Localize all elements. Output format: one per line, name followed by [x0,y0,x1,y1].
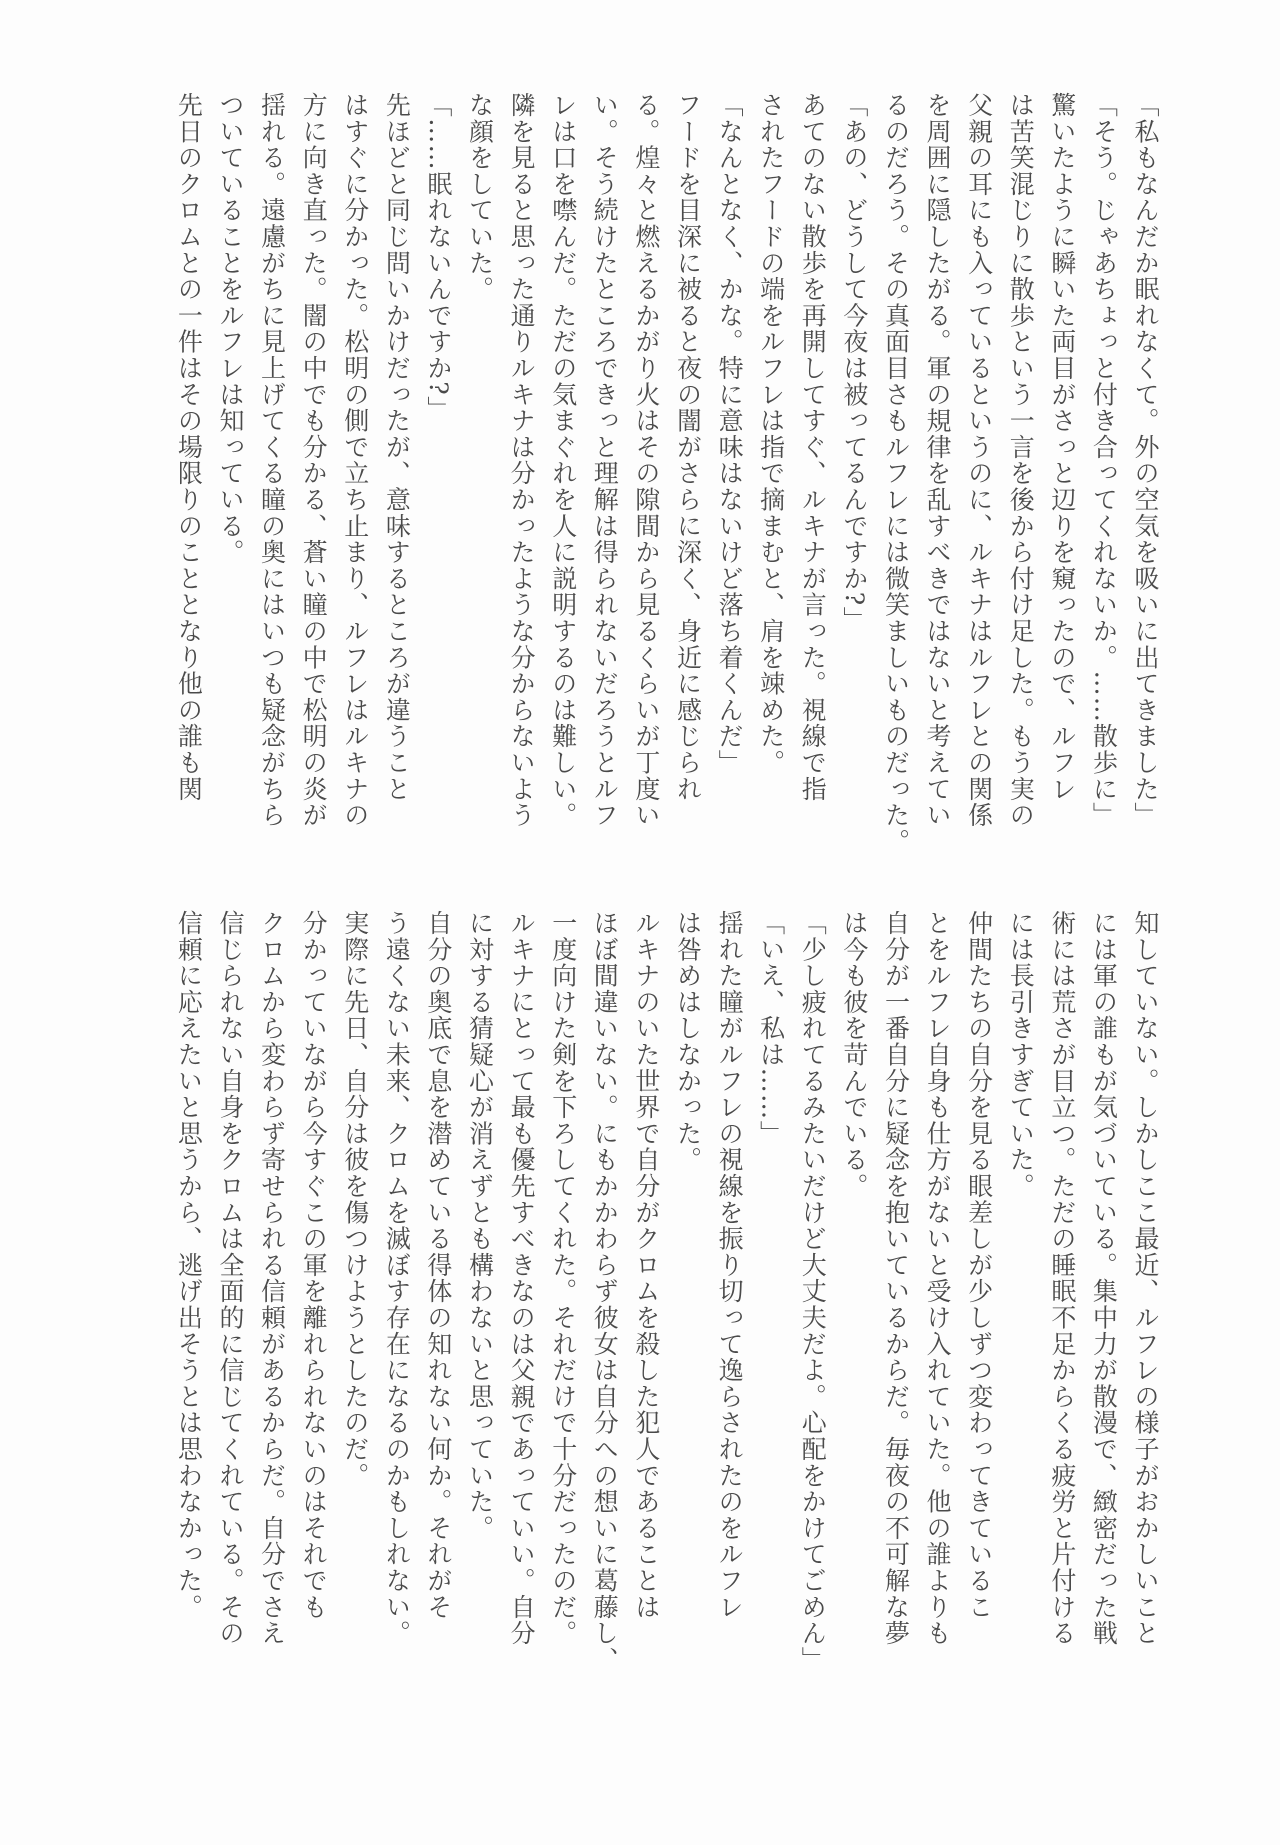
text-line: 自分が一番自分に疑念を抱いているからだ。毎夜の不可解な夢 [881,910,911,1647]
text-line: 信頼に応えたいと思うから、逃げ出そうとは思わなかった。 [174,910,204,1621]
text-line: は今も彼を苛んでいる。 [839,910,869,1200]
text-line: る。煌々と燃えるかがり火はその隙間から見るくらいが丁度い [631,92,661,829]
text-line: 先ほどと同じ問いかけだったが、意味するところが違うこと [382,92,412,803]
text-line: フードを目深に被ると夜の闇がさらに深く、身近に感じられ [673,92,703,803]
text-line: には軍の誰もが気づいている。集中力が散漫で、緻密だった戦 [1089,910,1119,1647]
text-line: 揺れた瞳がルフレの視線を振り切って逸らされたのをルフレ [715,910,745,1621]
text-line: を周囲に隠したがる。軍の規律を乱すべきではないと考えてい [923,92,953,829]
text-line: 自分の奥底で息を潜めている得体の知れない何か。それがそ [423,910,453,1621]
text-line: は苦笑混じりに散歩という一言を後から付け足した。もう実の [1006,92,1036,829]
text-line: 分かっていながら今すぐこの軍を離れられないのはそれでも [299,910,329,1621]
text-line: 「私もなんだか眠れなくて。外の空気を吸いに出てきました」 [1131,92,1160,829]
text-line: 驚いたように瞬いた両目がさっと辺りを窺ったので、ルフレ [1047,92,1077,803]
text-line: 「少し疲れてるみたいだけど大丈夫だよ。心配をかけてごめん」 [798,910,828,1673]
text-line: な顔をしていた。 [465,92,495,303]
text-line: されたフードの端をルフレは指で摘まむと、肩を竦めた。 [756,92,786,776]
text-line: 知していない。しかしここ最近、ルフレの様子がおかしいこと [1131,910,1160,1647]
text-line: 「そう。じゃあちょっと付き合ってくれないか。……散歩に」 [1089,92,1119,829]
text-line: 「あの、どうして今夜は被ってるんですか?」 [839,92,869,633]
text-line: 一度向けた剣を下ろしてくれた。それだけで十分だったのだ。 [548,910,578,1647]
text-line: ついていることをルフレは知っている。 [215,92,245,566]
text-line: 方に向き直った。闇の中でも分かる、蒼い瞳の中で松明の炎が [299,92,329,829]
text-line: 「……眠れないんですか?」 [423,92,453,423]
text-line: ルキナにとって最も優先すべきなのは父親であっていい。自分 [507,910,537,1647]
text-line: とをルフレ自身も仕方がないと受け入れていた。他の誰よりも [923,910,953,1647]
text-line: 隣を見ると思った通りルキナは分かったような分からないよう [507,92,537,829]
text-line: 先日のクロムとの一件はその場限りのこととなり他の誰も関 [174,92,204,803]
text-block-top [116,92,1166,862]
text-line: レは口を噤んだ。ただの気まぐれを人に説明するのは難しい。 [548,92,578,829]
text-line: は咎めはしなかった。 [673,910,703,1173]
text-line: 「なんとなく、かな。特に意味はないけど落ち着くんだ」 [715,92,745,776]
text-line: には長引きすぎていた。 [1006,910,1036,1200]
text-line: 父親の耳にも入っているというのに、ルキナはルフレとの関係 [964,92,994,829]
text-line: 「いえ、私は……」 [756,910,786,1147]
text-line: ほぼ間違いない。にもかかわらず彼女は自分への想いに葛藤し、 [590,910,620,1673]
text-line: あてのない散歩を再開してすぐ、ルキナが言った。視線で指 [798,92,828,803]
text-block-bottom [116,910,1166,1680]
text-line: はすぐに分かった。松明の側で立ち止まり、ルフレはルキナの [340,92,370,829]
text-line: に対する猜疑心が消えずとも構わないと思っていた。 [465,910,495,1542]
text-line: う遠くない未来、クロムを滅ぼす存在になるのかもしれない。 [382,910,412,1647]
text-line: 術には荒さが目立つ。ただの睡眠不足からくる疲労と片付ける [1047,910,1077,1647]
text-line: るのだろう。その真面目さもルフレには微笑ましいものだった。 [881,92,911,855]
text-line: 実際に先日、自分は彼を傷つけようとしたのだ。 [340,910,370,1489]
text-line: 信じられない自身をクロムは全面的に信じてくれている。その [215,910,245,1647]
text-line: クロムから変わらず寄せられる信頼があるからだ。自分でさえ [257,910,287,1647]
text-line: 揺れる。遠慮がちに見上げてくる瞳の奥にはいつも疑念がちら [257,92,287,829]
text-line: い。そう続けたところできっと理解は得られないだろうとルフ [590,92,620,829]
text-line: ルキナのいた世界で自分がクロムを殺した犯人であることは [631,910,661,1621]
text-line: 仲間たちの自分を見る眼差しが少しずつ変わってきているこ [964,910,994,1621]
